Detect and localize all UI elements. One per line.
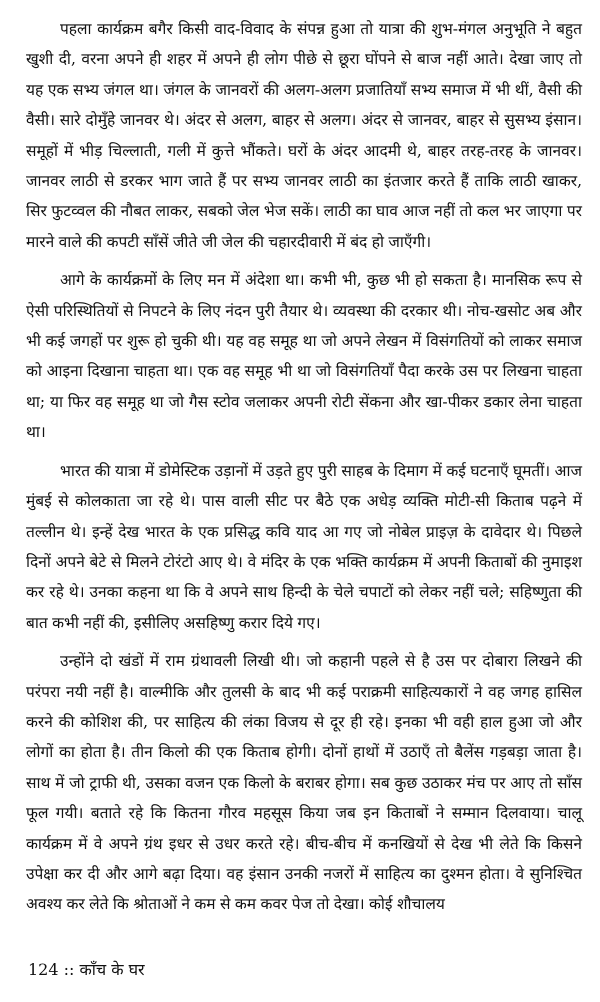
paragraph-4: उन्होंने दो खंडों में राम ग्रंथावली लिखी थी। जो कहानी पहले से है उस पर दोबारा लिखने की परंपरा नयी नहीं है। वाल्मीकि और तुलसी के बाद भी कई पराक्रमी साहित्यकारों ने वह जगह हासिल करने की कोशिश की, पर साहित्य की लंका विजय से दूर ही रहे। इनका भी वही हाल हुआ जो और लोगों का होता है। तीन किलो की एक किताब होगी। दोनों हाथों में उठाएँ तो बैलेंस गड़बड़ा जाता है। साथ में जो ट्राफी थी, उसका वजन एक किलो के बराबर होगा। सब कुछ उठाकर मंच पर आए तो साँस फूल गयी। बताते रहे कि कितना गौरव महसूस किया जब इन किताबों ने सम्मान दिलवाया। चालू कार्यक्रम में वे अपने ग्रंथ इधर से उधर करते रहे। बीच-बीच में कनखियों से देख भी लेते कि किसने उपेक्षा कर दी और आगे बढ़ा दिया। वह इंसान उनकी नजरों में साहित्य का दुश्मन होता। वे सुनिश्चित अवश्य कर लेते कि श्रोताओं ने कम से कम कवर पेज तो देखा। कोई शौचालय: [26, 652, 582, 914]
footer-separator: ::: [63, 960, 75, 979]
paragraph-3: भारत की यात्रा में डोमेस्टिक उड़ानों में उड़ते हुए पुरी साहब के दिमाग में कई घटनाएँ घूमतीं। आज मुंबई से कोलकाता जा रहे थे। पास वाली सीट पर बैठे एक अधेड़ व्यक्ति मोटी-सी किताब पढ़ने में तल्लीन थे। इन्हें देख भारत के एक प्रसिद्ध कवि याद आ गए जो नोबेल प्राइज़ के दावेदार थे। पिछले दिनों अपने बेटे से मिलने टोरंटो आए थे। वे मंदिर के एक भक्ति कार्यक्रम में अपनी किताबों की नुमाइश कर रहे थे। उनका कहना था कि वे अपने साथ हिन्दी के चेले चपाटों को लेकर नहीं चले; सहिष्णुता की बात कभी नहीं की, इसीलिए असहिष्णु करार दिये गए।: [26, 461, 582, 632]
book-title: काँच के घर: [79, 960, 145, 979]
page-body: [26, 14, 582, 928]
paragraph-2: आगे के कार्यक्रमों के लिए मन में अंदेशा था। कभी भी, कुछ भी हो सकता है। मानसिक रूप से ऐसी परिस्थितियों से निपटने के लिए नंदन पुरी तैयार थे। व्यवस्था की दरकार थी। नोच-खसोट अब और भी कई जगहों पर शुरू हो चुकी थी। यह वह समूह था जो अपने लेखन में विसंगतियों को लाकर समाज को आइना दिखाना चाहता था। एक वह समूह भी था जो विसंगतियाँ पैदा करके उस पर लिखना चाहता था; या फिर वह समूह था जो गैस स्टोव जलाकर अपनी रोटी सेंकना और खा-पीकर डकार लेना चाहता था।: [26, 271, 582, 442]
page-number: 124: [28, 960, 59, 979]
page-footer: [28, 958, 145, 982]
paragraph-1: पहला कार्यक्रम बगैर किसी वाद-विवाद के संपन्न हुआ तो यात्रा की शुभ-मंगल अनुभूति ने बहुत खुशी दी, वरना अपने ही शहर में अपने ही लोग पीछे से छूरा घोंपने से बाज नहीं आते। देखा जाए तो यह एक सभ्य जंगल था। जंगल के जानवरों की अलग-अलग प्रजातियाँ सभ्य समाज में भी थीं, वैसी की वैसी। सारे दोमुँहे जानवर थे। अंदर से अलग, बाहर से अलग। अंदर से जानवर, बाहर से सुसभ्य इंसान। समूहों में भीड़ चिल्लाती, गली में कुत्ते भौंकते। घरों के अंदर आदमी थे, बाहर तरह-तरह के जानवर। जानवर लाठी से डरकर भाग जाते हैं पर सभ्य जानवर लाठी का इंतजार करते हैं ताकि लाठी खाकर, सिर फुटव्वल की नौबत लाकर, सबको जेल भेज सकें। लाठी का घाव आज नहीं तो कल भर जाएगा पर मारने वाले की कपटी साँसें जीते जी जेल की चहारदीवारी में बंद हो जाएँगी।: [26, 20, 582, 251]
